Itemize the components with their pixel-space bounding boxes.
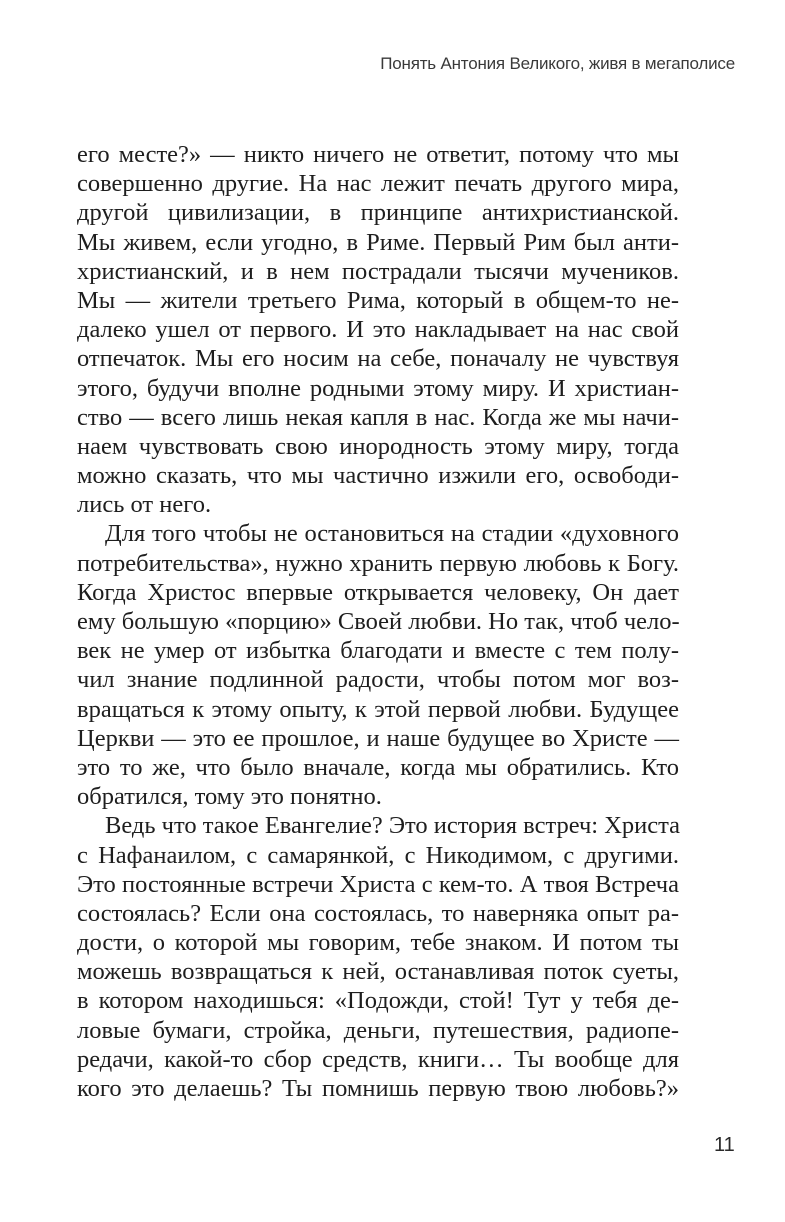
text-line: отпечаток. Мы его носим на себе, поначалу не чувствуя [77,345,679,373]
text-line: кого это делаешь? Ты помнишь первую твою любовь?» [77,1075,679,1102]
text-line: дости, о которой мы говорим, тебе знаком. И потом ты [77,929,679,957]
text-line: ство — всего лишь некая капля в нас. Когда же мы начи- [77,403,679,431]
paragraph [77,140,679,519]
paragraph [77,811,679,1103]
text-line: его месте?» — никто ничего не ответит, потому что мы [77,141,679,168]
text-line: Это постоянные встречи Христа с кем-то. А твоя Встреча [77,870,679,898]
text-line: можно сказать, что мы частично изжили его, освободи- [77,462,679,490]
text-line: Ведь что такое Евангелие? Это история встреч: Христа [105,812,681,840]
text-line: совершенно другие. На нас лежит печать другого мира, [77,170,679,198]
text-line: ему большую «порцию» Своей любви. Но так, чтоб чело- [77,608,680,635]
text-line: в котором находишься: «Подожди, стой! Тут у тебя де- [77,987,679,1015]
text-line: с Нафанаилом, с самарянкой, с Никодимом, с другими. [77,841,679,869]
running-head-title: Понять Антония Великого, живя в мегаполисе [380,54,735,73]
text-line: Когда Христос впервые открывается человеку, Он дает [77,578,679,606]
text-line: христианский, и в нем пострадали тысячи мучеников. [77,257,679,285]
text-line: состоялась? Если она состоялась, то наверняка опыт ра- [77,899,679,927]
text-line: обратился, тому это понятно. [77,783,382,811]
text-line: Для того чтобы не остановиться на стадии «духовного [105,520,679,548]
text-line: потребительства», нужно хранить первую любовь к Богу. [77,549,679,577]
text-line: лись от него. [77,491,212,519]
text-line: далеко ушел от первого. И это накладывает на нас свой [77,316,679,344]
text-line: другой цивилизации, в принципе антихристианской. [77,199,679,227]
paragraph [77,519,679,811]
body-text [77,140,679,1103]
page-number: 11 [714,1134,735,1156]
text-line: Мы живем, если угодно, в Риме. Первый Рим был анти- [77,228,679,256]
text-line: ловые бумаги, стройка, деньги, путешествия, радиопе- [77,1016,679,1044]
text-line: чил знание подлинной радости, чтобы потом мог воз- [77,666,679,694]
text-line: можешь возвращаться к ней, останавливая поток суеты, [77,958,679,986]
text-line: это то же, что было вначале, когда мы обратились. Кто [77,753,679,781]
text-line: наем чувствовать свою инородность этому миру, тогда [77,432,679,460]
text-line: век не умер от избытка благодати и вместе с тем полу- [77,637,679,665]
text-line: вращаться к этому опыту, к этой первой любви. Будущее [77,695,679,723]
text-line: Мы — жители третьего Рима, который в общем-то не- [77,286,679,314]
text-line: Церкви — это ее прошлое, и наше будущее во Христе — [77,724,679,752]
text-line: редачи, какой-то сбор средств, книги… Ты вообще для [77,1045,679,1073]
text-line: этого, будучи вполне родными этому миру. И христиан- [77,374,679,402]
